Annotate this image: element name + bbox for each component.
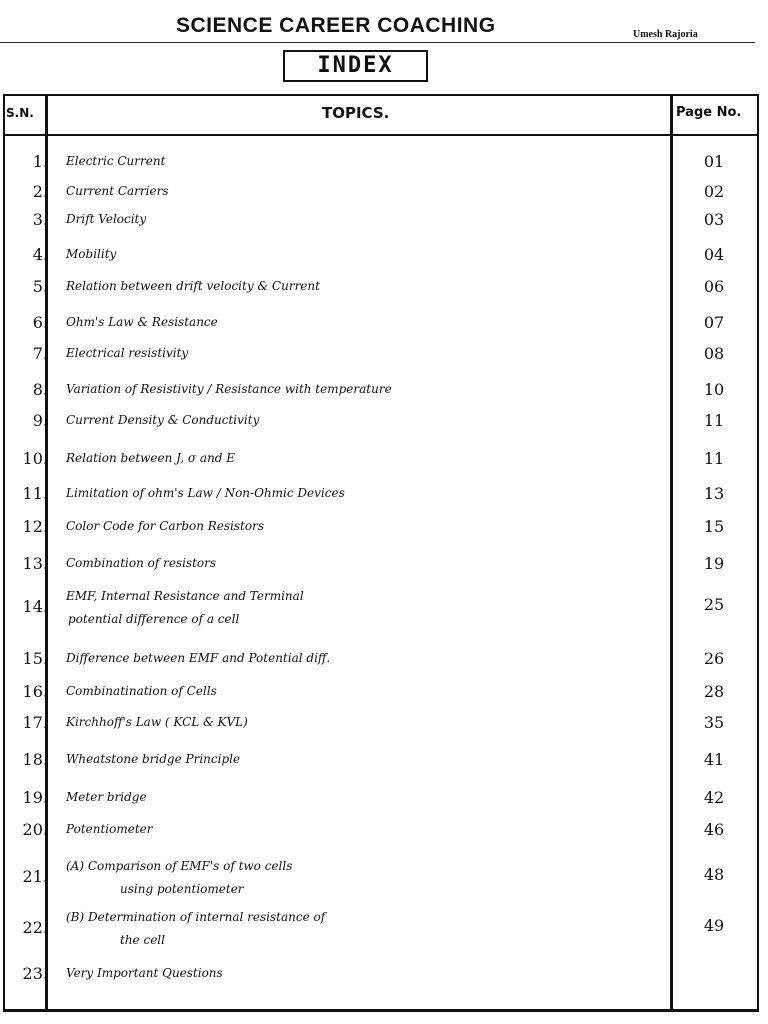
- row-page-number: 48: [703, 865, 725, 884]
- row-topic: Current Carriers: [66, 184, 169, 198]
- row-topic-continued: the cell: [120, 933, 165, 947]
- row-serial-number: 17.: [22, 713, 48, 732]
- row-serial-number: 22.: [22, 918, 48, 937]
- row-serial-number: 8.: [32, 380, 48, 399]
- row-serial-number: 3.: [32, 210, 48, 229]
- row-page-number: 46: [703, 820, 725, 839]
- row-serial-number: 4.: [32, 245, 48, 264]
- author-name: Umesh Rajoria: [633, 29, 698, 40]
- row-page-number: 28: [703, 682, 725, 701]
- row-topic: Wheatstone bridge Principle: [66, 752, 241, 766]
- row-serial-number: 21.: [22, 867, 48, 886]
- row-page-number: 13: [703, 484, 725, 503]
- row-page-number: 49: [703, 916, 725, 935]
- row-page-number: 35: [703, 713, 725, 732]
- row-topic: Combination of resistors: [66, 556, 217, 570]
- row-page-number: 15: [703, 517, 725, 536]
- row-page-number: 25: [703, 595, 725, 614]
- row-serial-number: 12.: [22, 517, 48, 536]
- row-serial-number: 5.: [32, 277, 48, 296]
- row-page-number: 07: [703, 313, 725, 332]
- row-topic: Relation between drift velocity & Current: [66, 279, 320, 293]
- row-topic: EMF, Internal Resistance and Terminal: [66, 589, 304, 603]
- row-serial-number: 23.: [22, 964, 48, 983]
- row-topic: Relation between J, σ and E: [66, 451, 236, 465]
- row-serial-number: 20.: [22, 820, 48, 839]
- row-topic: Potentiometer: [66, 822, 153, 836]
- row-page-number: 41: [703, 750, 725, 769]
- row-topic: Limitation of ohm's Law / Non-Ohmic Devices: [66, 486, 345, 500]
- row-topic: Combinatination of Cells: [66, 684, 217, 698]
- row-topic: Color Code for Carbon Resistors: [66, 519, 264, 533]
- row-topic: Drift Velocity: [66, 212, 147, 226]
- row-page-number: 02: [703, 182, 725, 201]
- row-serial-number: 1.: [32, 152, 48, 171]
- row-serial-number: 7.: [32, 344, 48, 363]
- column-header-page: Page No.: [676, 105, 742, 120]
- row-page-number: 03: [703, 210, 725, 229]
- row-topic: Difference between EMF and Potential diff.: [66, 651, 331, 665]
- row-serial-number: 18.: [22, 750, 48, 769]
- row-page-number: 26: [703, 649, 725, 668]
- row-page-number: 11: [703, 449, 725, 468]
- row-page-number: 19: [703, 554, 725, 573]
- column-header-topics: TOPICS.: [322, 104, 390, 122]
- row-topic: Ohm's Law & Resistance: [66, 315, 218, 329]
- row-page-number: 01: [703, 152, 725, 171]
- row-page-number: 10: [703, 380, 725, 399]
- page-header-title: SCIENCE CAREER COACHING: [176, 14, 496, 37]
- row-topic: Mobility: [66, 247, 117, 261]
- row-topic: Kirchhoff's Law ( KCL & KVL): [66, 715, 248, 729]
- header-divider: [0, 42, 755, 43]
- row-serial-number: 14.: [22, 597, 48, 616]
- row-topic: Current Density & Conductivity: [66, 413, 260, 427]
- row-serial-number: 10.: [22, 449, 48, 468]
- row-topic: (A) Comparison of EMF's of two cells: [66, 859, 293, 873]
- row-topic: Electrical resistivity: [66, 346, 189, 360]
- index-heading: INDEX: [283, 50, 428, 82]
- row-serial-number: 6.: [32, 313, 48, 332]
- row-serial-number: 13.: [22, 554, 48, 573]
- row-serial-number: 15.: [22, 649, 48, 668]
- row-page-number: 08: [703, 344, 725, 363]
- row-topic-continued: potential difference of a cell: [68, 612, 240, 626]
- row-page-number: 04: [703, 245, 725, 264]
- row-page-number: 42: [703, 788, 725, 807]
- row-topic-continued: using potentiometer: [120, 882, 244, 896]
- table-header-divider: [3, 134, 759, 136]
- row-topic: Electric Current: [66, 154, 166, 168]
- row-topic: (B) Determination of internal resistance of: [66, 910, 326, 924]
- row-topic: Variation of Resistivity / Resistance with temperature: [66, 382, 392, 396]
- column-header-sn: S.N.: [6, 106, 34, 120]
- row-serial-number: 9.: [32, 411, 48, 430]
- row-topic: Meter bridge: [66, 790, 147, 804]
- row-page-number: 11: [703, 411, 725, 430]
- row-topic: Very Important Questions: [66, 966, 223, 980]
- row-serial-number: 19.: [22, 788, 48, 807]
- row-serial-number: 2.: [32, 182, 48, 201]
- row-page-number: 06: [703, 277, 725, 296]
- row-serial-number: 16.: [22, 682, 48, 701]
- row-serial-number: 11.: [22, 484, 48, 503]
